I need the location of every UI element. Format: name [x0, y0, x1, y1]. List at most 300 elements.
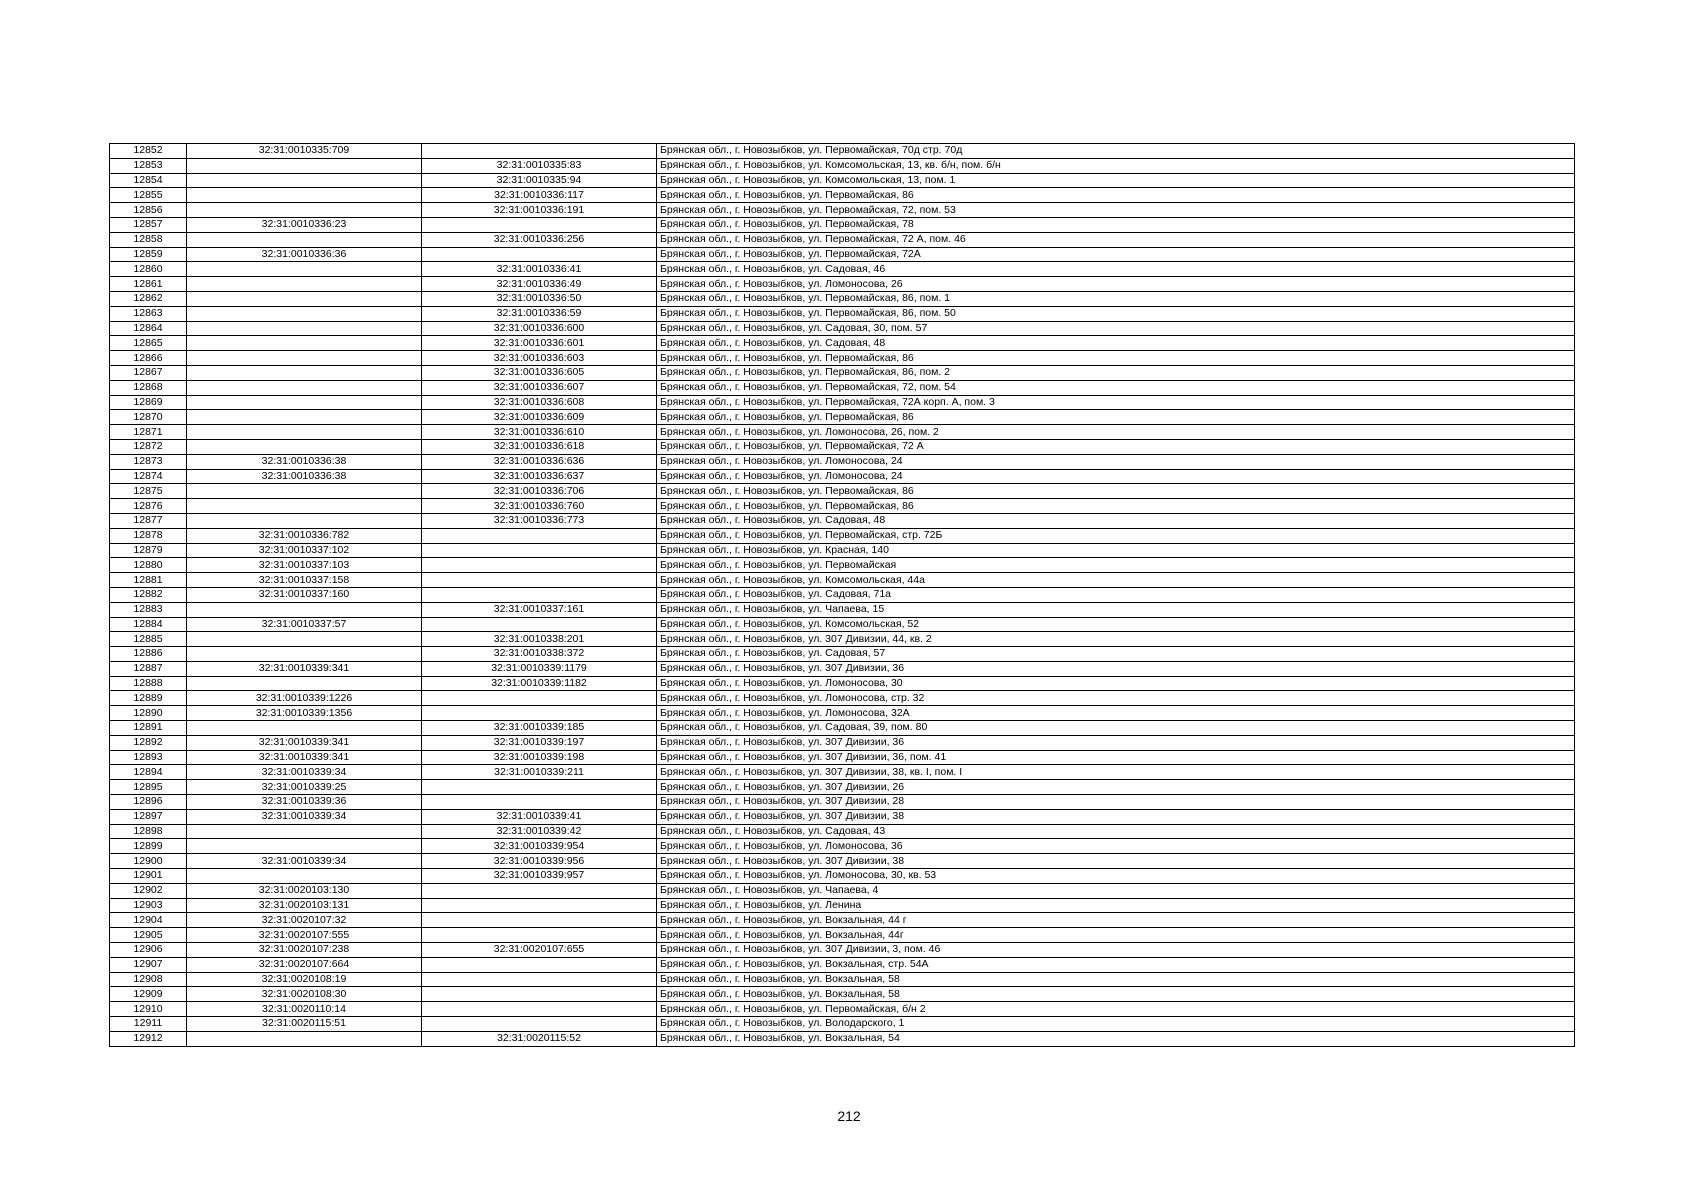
parcel-number-cell: 32:31:0010336:782 — [187, 528, 422, 543]
parcel-number-cell — [187, 602, 422, 617]
row-number-cell: 12861 — [110, 277, 187, 292]
page-number: 212 — [837, 1108, 861, 1124]
parcel-number-cell: 32:31:0020107:238 — [187, 943, 422, 958]
row-number-cell: 12883 — [110, 602, 187, 617]
object-number-cell: 32:31:0010336:605 — [422, 365, 657, 380]
object-number-cell: 32:31:0010339:42 — [422, 824, 657, 839]
table-row — [110, 1017, 1575, 1032]
table-row — [110, 484, 1575, 499]
row-number-cell: 12895 — [110, 780, 187, 795]
parcel-number-cell: 32:31:0010336:38 — [187, 469, 422, 484]
row-number-cell: 12886 — [110, 647, 187, 662]
row-number-cell: 12891 — [110, 721, 187, 736]
table-row — [110, 1002, 1575, 1017]
address-cell: Брянская обл., г. Новозыбков, ул. Первомайская, стр. 72Б — [657, 528, 1575, 543]
address-cell: Брянская обл., г. Новозыбков, ул. Первомайская, 72А корп. А, пом. 3 — [657, 395, 1575, 410]
parcel-number-cell — [187, 232, 422, 247]
address-cell: Брянская обл., г. Новозыбков, ул. Садовая, 57 — [657, 647, 1575, 662]
address-cell: Брянская обл., г. Новозыбков, ул. Первомайская, 86 — [657, 410, 1575, 425]
object-number-cell — [422, 780, 657, 795]
address-cell: Брянская обл., г. Новозыбков, ул. Первомайская, 86 — [657, 499, 1575, 514]
table-row — [110, 647, 1575, 662]
table-row — [110, 839, 1575, 854]
object-number-cell — [422, 898, 657, 913]
table-row — [110, 632, 1575, 647]
address-cell: Брянская обл., г. Новозыбков, ул. 307 Дивизии, 36 — [657, 661, 1575, 676]
object-number-cell: 32:31:0010335:83 — [422, 158, 657, 173]
row-number-cell: 12912 — [110, 1031, 187, 1046]
table-row — [110, 173, 1575, 188]
address-cell: Брянская обл., г. Новозыбков, ул. 307 Дивизии, 38, кв. I, пом. I — [657, 765, 1575, 780]
parcel-number-cell: 32:31:0020108:30 — [187, 987, 422, 1002]
parcel-number-cell — [187, 632, 422, 647]
object-number-cell — [422, 972, 657, 987]
parcel-number-cell: 32:31:0010337:102 — [187, 543, 422, 558]
object-number-cell — [422, 883, 657, 898]
address-cell: Брянская обл., г. Новозыбков, ул. Ломоносова, 30, кв. 53 — [657, 869, 1575, 884]
row-number-cell: 12889 — [110, 691, 187, 706]
parcel-number-cell — [187, 395, 422, 410]
table-row — [110, 395, 1575, 410]
object-number-cell: 32:31:0010339:197 — [422, 735, 657, 750]
object-number-cell: 32:31:0010336:637 — [422, 469, 657, 484]
parcel-number-cell — [187, 380, 422, 395]
address-cell: Брянская обл., г. Новозыбков, ул. 307 Дивизии, 44, кв. 2 — [657, 632, 1575, 647]
table-row — [110, 617, 1575, 632]
parcel-number-cell — [187, 321, 422, 336]
row-number-cell: 12911 — [110, 1017, 187, 1032]
parcel-number-cell — [187, 336, 422, 351]
row-number-cell: 12859 — [110, 247, 187, 262]
address-cell: Брянская обл., г. Новозыбков, ул. Садовая, 30, пом. 57 — [657, 321, 1575, 336]
object-number-cell: 32:31:0020115:52 — [422, 1031, 657, 1046]
row-number-cell: 12890 — [110, 706, 187, 721]
table-row — [110, 262, 1575, 277]
address-cell: Брянская обл., г. Новозыбков, ул. Комсомольская, 13, пом. 1 — [657, 173, 1575, 188]
parcel-number-cell: 32:31:0020103:130 — [187, 883, 422, 898]
table-row — [110, 543, 1575, 558]
object-number-cell: 32:31:0010336:607 — [422, 380, 657, 395]
row-number-cell: 12910 — [110, 1002, 187, 1017]
row-number-cell: 12909 — [110, 987, 187, 1002]
object-number-cell — [422, 1002, 657, 1017]
parcel-number-cell — [187, 188, 422, 203]
object-number-cell: 32:31:0010336:706 — [422, 484, 657, 499]
row-number-cell: 12873 — [110, 454, 187, 469]
table-row — [110, 957, 1575, 972]
table-row — [110, 158, 1575, 173]
address-cell: Брянская обл., г. Новозыбков, ул. Садовая, 48 — [657, 513, 1575, 528]
row-number-cell: 12858 — [110, 232, 187, 247]
address-cell: Брянская обл., г. Новозыбков, ул. Первомайская, 72А — [657, 247, 1575, 262]
parcel-number-cell — [187, 277, 422, 292]
table-row — [110, 321, 1575, 336]
address-cell: Брянская обл., г. Новозыбков, ул. Садовая, 48 — [657, 336, 1575, 351]
object-number-cell — [422, 543, 657, 558]
parcel-number-cell: 32:31:0020110:14 — [187, 1002, 422, 1017]
row-number-cell: 12870 — [110, 410, 187, 425]
object-number-cell: 32:31:0010336:117 — [422, 188, 657, 203]
address-cell: Брянская обл., г. Новозыбков, ул. 307 Дивизии, 36 — [657, 735, 1575, 750]
row-number-cell: 12887 — [110, 661, 187, 676]
table-row — [110, 765, 1575, 780]
object-number-cell: 32:31:0010336:600 — [422, 321, 657, 336]
table-row — [110, 721, 1575, 736]
table-row — [110, 780, 1575, 795]
parcel-number-cell — [187, 513, 422, 528]
parcel-number-cell: 32:31:0020108:19 — [187, 972, 422, 987]
address-cell: Брянская обл., г. Новозыбков, ул. Вокзальная, 58 — [657, 972, 1575, 987]
address-cell: Брянская обл., г. Новозыбков, ул. Первомайская, б/н 2 — [657, 1002, 1575, 1017]
address-cell: Брянская обл., г. Новозыбков, ул. Чапаева, 15 — [657, 602, 1575, 617]
table-row — [110, 883, 1575, 898]
address-cell: Брянская обл., г. Новозыбков, ул. Вокзальная, стр. 54А — [657, 957, 1575, 972]
row-number-cell: 12899 — [110, 839, 187, 854]
object-number-cell — [422, 144, 657, 159]
row-number-cell: 12875 — [110, 484, 187, 499]
table-row — [110, 365, 1575, 380]
row-number-cell: 12866 — [110, 351, 187, 366]
row-number-cell: 12905 — [110, 928, 187, 943]
address-cell: Брянская обл., г. Новозыбков, ул. Первомайская, 86, пом. 50 — [657, 306, 1575, 321]
parcel-number-cell — [187, 499, 422, 514]
address-cell: Брянская обл., г. Новозыбков, ул. Ломоносова, 26, пом. 2 — [657, 425, 1575, 440]
row-number-cell: 12865 — [110, 336, 187, 351]
row-number-cell: 12881 — [110, 573, 187, 588]
address-cell: Брянская обл., г. Новозыбков, ул. 307 Дивизии, 28 — [657, 795, 1575, 810]
parcel-number-cell: 32:31:0010339:341 — [187, 735, 422, 750]
parcel-number-cell: 32:31:0020107:32 — [187, 913, 422, 928]
address-cell: Брянская обл., г. Новозыбков, ул. 307 Дивизии, 26 — [657, 780, 1575, 795]
object-number-cell: 32:31:0010336:49 — [422, 277, 657, 292]
address-cell: Брянская обл., г. Новозыбков, ул. 307 Дивизии, 36, пом. 41 — [657, 750, 1575, 765]
object-number-cell — [422, 691, 657, 706]
table-row — [110, 558, 1575, 573]
object-number-cell: 32:31:0010336:636 — [422, 454, 657, 469]
object-number-cell — [422, 957, 657, 972]
table-row — [110, 454, 1575, 469]
object-number-cell: 32:31:0010339:41 — [422, 809, 657, 824]
object-number-cell: 32:31:0010336:610 — [422, 425, 657, 440]
address-cell: Брянская обл., г. Новозыбков, ул. Первомайская, 72 А, пом. 46 — [657, 232, 1575, 247]
row-number-cell: 12868 — [110, 380, 187, 395]
parcel-number-cell: 32:31:0010337:158 — [187, 573, 422, 588]
parcel-number-cell: 32:31:0010336:23 — [187, 217, 422, 232]
row-number-cell: 12862 — [110, 291, 187, 306]
row-number-cell: 12884 — [110, 617, 187, 632]
object-number-cell: 32:31:0010336:773 — [422, 513, 657, 528]
parcel-number-cell: 32:31:0010339:34 — [187, 854, 422, 869]
parcel-number-cell: 32:31:0020107:664 — [187, 957, 422, 972]
address-cell: Брянская обл., г. Новозыбков, ул. Чапаева, 4 — [657, 883, 1575, 898]
parcel-number-cell — [187, 262, 422, 277]
parcel-number-cell — [187, 425, 422, 440]
address-cell: Брянская обл., г. Новозыбков, ул. Вокзальная, 44г — [657, 928, 1575, 943]
parcel-number-cell: 32:31:0010336:36 — [187, 247, 422, 262]
object-number-cell — [422, 573, 657, 588]
address-cell: Брянская обл., г. Новозыбков, ул. Первомайская, 86 — [657, 484, 1575, 499]
parcel-number-cell — [187, 1031, 422, 1046]
address-cell: Брянская обл., г. Новозыбков, ул. 307 Дивизии, 38 — [657, 854, 1575, 869]
object-number-cell: 32:31:0010336:601 — [422, 336, 657, 351]
address-cell: Брянская обл., г. Новозыбков, ул. Садовая, 71а — [657, 587, 1575, 602]
parcel-number-cell: 32:31:0010337:160 — [187, 587, 422, 602]
parcel-number-cell: 32:31:0020103:131 — [187, 898, 422, 913]
object-number-cell: 32:31:0010339:1179 — [422, 661, 657, 676]
address-cell: Брянская обл., г. Новозыбков, ул. Первомайская, 86 — [657, 188, 1575, 203]
parcel-number-cell: 32:31:0010339:34 — [187, 765, 422, 780]
table-row — [110, 573, 1575, 588]
table-row — [110, 203, 1575, 218]
object-number-cell: 32:31:0010336:59 — [422, 306, 657, 321]
table-row — [110, 602, 1575, 617]
address-cell: Брянская обл., г. Новозыбков, ул. Первомайская, 86 — [657, 351, 1575, 366]
parcel-number-cell — [187, 839, 422, 854]
table-row — [110, 735, 1575, 750]
table-row — [110, 380, 1575, 395]
table-row — [110, 247, 1575, 262]
parcel-number-cell: 32:31:0010339:36 — [187, 795, 422, 810]
object-number-cell: 32:31:0010339:185 — [422, 721, 657, 736]
parcel-number-cell: 32:31:0010335:709 — [187, 144, 422, 159]
parcel-number-cell — [187, 439, 422, 454]
table-row — [110, 232, 1575, 247]
row-number-cell: 12902 — [110, 883, 187, 898]
table-row — [110, 410, 1575, 425]
address-cell: Брянская обл., г. Новозыбков, ул. Ломоносова, 24 — [657, 454, 1575, 469]
parcel-number-cell — [187, 647, 422, 662]
table-row — [110, 691, 1575, 706]
table-row — [110, 351, 1575, 366]
row-number-cell: 12857 — [110, 217, 187, 232]
object-number-cell — [422, 706, 657, 721]
object-number-cell: 32:31:0010336:608 — [422, 395, 657, 410]
table-row — [110, 913, 1575, 928]
address-cell: Брянская обл., г. Новозыбков, ул. Володарского, 1 — [657, 1017, 1575, 1032]
object-number-cell: 32:31:0010336:603 — [422, 351, 657, 366]
row-number-cell: 12879 — [110, 543, 187, 558]
object-number-cell: 32:31:0010338:201 — [422, 632, 657, 647]
address-cell: Брянская обл., г. Новозыбков, ул. Первомайская — [657, 558, 1575, 573]
parcel-number-cell: 32:31:0010339:1226 — [187, 691, 422, 706]
object-number-cell — [422, 928, 657, 943]
table-row — [110, 425, 1575, 440]
address-cell: Брянская обл., г. Новозыбков, ул. Первомайская, 86, пом. 1 — [657, 291, 1575, 306]
parcel-number-cell: 32:31:0020107:555 — [187, 928, 422, 943]
table-row — [110, 943, 1575, 958]
address-cell: Брянская обл., г. Новозыбков, ул. Первомайская, 72, пом. 53 — [657, 203, 1575, 218]
row-number-cell: 12882 — [110, 587, 187, 602]
object-number-cell: 32:31:0010339:956 — [422, 854, 657, 869]
row-number-cell: 12856 — [110, 203, 187, 218]
row-number-cell: 12864 — [110, 321, 187, 336]
parcel-number-cell — [187, 306, 422, 321]
row-number-cell: 12867 — [110, 365, 187, 380]
row-number-cell: 12878 — [110, 528, 187, 543]
object-number-cell: 32:31:0010336:256 — [422, 232, 657, 247]
row-number-cell: 12863 — [110, 306, 187, 321]
table-row — [110, 336, 1575, 351]
row-number-cell: 12874 — [110, 469, 187, 484]
address-cell: Брянская обл., г. Новозыбков, ул. 307 Дивизии, 3, пом. 46 — [657, 943, 1575, 958]
row-number-cell: 12855 — [110, 188, 187, 203]
table-row — [110, 869, 1575, 884]
table-row — [110, 676, 1575, 691]
table-row — [110, 277, 1575, 292]
address-cell: Брянская обл., г. Новозыбков, ул. Ленина — [657, 898, 1575, 913]
object-number-cell: 32:31:0010338:372 — [422, 647, 657, 662]
row-number-cell: 12900 — [110, 854, 187, 869]
row-number-cell: 12904 — [110, 913, 187, 928]
object-number-cell: 32:31:0010337:161 — [422, 602, 657, 617]
table-row — [110, 513, 1575, 528]
address-cell: Брянская обл., г. Новозыбков, ул. 307 Дивизии, 38 — [657, 809, 1575, 824]
row-number-cell: 12903 — [110, 898, 187, 913]
table-row — [110, 587, 1575, 602]
parcel-number-cell: 32:31:0010339:341 — [187, 750, 422, 765]
parcel-number-cell — [187, 158, 422, 173]
row-number-cell: 12876 — [110, 499, 187, 514]
row-number-cell: 12893 — [110, 750, 187, 765]
row-number-cell: 12896 — [110, 795, 187, 810]
table-row — [110, 144, 1575, 159]
row-number-cell: 12869 — [110, 395, 187, 410]
table-row — [110, 528, 1575, 543]
object-number-cell: 32:31:0010339:957 — [422, 869, 657, 884]
object-number-cell — [422, 247, 657, 262]
object-number-cell — [422, 913, 657, 928]
object-number-cell: 32:31:0010336:760 — [422, 499, 657, 514]
table-row — [110, 291, 1575, 306]
object-number-cell — [422, 528, 657, 543]
object-number-cell: 32:31:0010336:609 — [422, 410, 657, 425]
data-table — [109, 143, 1575, 1047]
row-number-cell: 12907 — [110, 957, 187, 972]
row-number-cell: 12901 — [110, 869, 187, 884]
parcel-number-cell — [187, 351, 422, 366]
row-number-cell: 12897 — [110, 809, 187, 824]
object-number-cell: 32:31:0010339:954 — [422, 839, 657, 854]
address-cell: Брянская обл., г. Новозыбков, ул. Ломоносова, 30 — [657, 676, 1575, 691]
parcel-number-cell — [187, 869, 422, 884]
parcel-number-cell — [187, 203, 422, 218]
object-number-cell: 32:31:0010339:198 — [422, 750, 657, 765]
table-row — [110, 469, 1575, 484]
address-cell: Брянская обл., г. Новозыбков, ул. Ломоносова, 26 — [657, 277, 1575, 292]
parcel-number-cell — [187, 824, 422, 839]
table-row — [110, 1031, 1575, 1046]
address-cell: Брянская обл., г. Новозыбков, ул. Вокзальная, 58 — [657, 987, 1575, 1002]
object-number-cell — [422, 587, 657, 602]
table-row — [110, 795, 1575, 810]
row-number-cell: 12908 — [110, 972, 187, 987]
row-number-cell: 12871 — [110, 425, 187, 440]
table-row — [110, 809, 1575, 824]
row-number-cell: 12880 — [110, 558, 187, 573]
address-cell: Брянская обл., г. Новозыбков, ул. Комсомольская, 13, кв. б/н, пом. б/н — [657, 158, 1575, 173]
row-number-cell: 12853 — [110, 158, 187, 173]
table-row — [110, 499, 1575, 514]
object-number-cell: 32:31:0010336:50 — [422, 291, 657, 306]
row-number-cell: 12892 — [110, 735, 187, 750]
address-cell: Брянская обл., г. Новозыбков, ул. Садовая, 46 — [657, 262, 1575, 277]
row-number-cell: 12888 — [110, 676, 187, 691]
parcel-number-cell: 32:31:0010339:1356 — [187, 706, 422, 721]
table-row — [110, 987, 1575, 1002]
object-number-cell — [422, 217, 657, 232]
address-cell: Брянская обл., г. Новозыбков, ул. Садовая, 39, пом. 80 — [657, 721, 1575, 736]
table-row — [110, 750, 1575, 765]
object-number-cell: 32:31:0020107:655 — [422, 943, 657, 958]
object-number-cell: 32:31:0010339:211 — [422, 765, 657, 780]
row-number-cell: 12898 — [110, 824, 187, 839]
table-row — [110, 217, 1575, 232]
table-row — [110, 928, 1575, 943]
table-row — [110, 439, 1575, 454]
table-body — [110, 144, 1575, 1047]
table-row — [110, 824, 1575, 839]
parcel-number-cell — [187, 365, 422, 380]
address-cell: Брянская обл., г. Новозыбков, ул. Первомайская, 72 А — [657, 439, 1575, 454]
address-cell: Брянская обл., г. Новозыбков, ул. Вокзальная, 44 г — [657, 913, 1575, 928]
row-number-cell: 12894 — [110, 765, 187, 780]
address-cell: Брянская обл., г. Новозыбков, ул. Комсомольская, 52 — [657, 617, 1575, 632]
table-row — [110, 188, 1575, 203]
object-number-cell — [422, 558, 657, 573]
parcel-number-cell — [187, 410, 422, 425]
row-number-cell: 12872 — [110, 439, 187, 454]
address-cell: Брянская обл., г. Новозыбков, ул. Вокзальная, 54 — [657, 1031, 1575, 1046]
address-cell: Брянская обл., г. Новозыбков, ул. Ломоносова, 24 — [657, 469, 1575, 484]
parcel-number-cell — [187, 173, 422, 188]
parcel-number-cell — [187, 721, 422, 736]
parcel-number-cell: 32:31:0020115:51 — [187, 1017, 422, 1032]
table-row — [110, 898, 1575, 913]
table-row — [110, 972, 1575, 987]
object-number-cell: 32:31:0010339:1182 — [422, 676, 657, 691]
object-number-cell: 32:31:0010336:41 — [422, 262, 657, 277]
address-cell: Брянская обл., г. Новозыбков, ул. Ломоносова, 36 — [657, 839, 1575, 854]
table-row — [110, 306, 1575, 321]
parcel-number-cell — [187, 484, 422, 499]
address-cell: Брянская обл., г. Новозыбков, ул. Первомайская, 86, пом. 2 — [657, 365, 1575, 380]
object-number-cell: 32:31:0010335:94 — [422, 173, 657, 188]
table-row — [110, 661, 1575, 676]
parcel-number-cell — [187, 676, 422, 691]
object-number-cell — [422, 1017, 657, 1032]
object-number-cell — [422, 987, 657, 1002]
table-row — [110, 854, 1575, 869]
row-number-cell: 12877 — [110, 513, 187, 528]
parcel-number-cell: 32:31:0010337:57 — [187, 617, 422, 632]
parcel-number-cell: 32:31:0010339:25 — [187, 780, 422, 795]
row-number-cell: 12854 — [110, 173, 187, 188]
address-cell: Брянская обл., г. Новозыбков, ул. Садовая, 43 — [657, 824, 1575, 839]
row-number-cell: 12906 — [110, 943, 187, 958]
table-row — [110, 706, 1575, 721]
address-cell: Брянская обл., г. Новозыбков, ул. Ломоносова, стр. 32 — [657, 691, 1575, 706]
address-cell: Брянская обл., г. Новозыбков, ул. Первомайская, 72, пом. 54 — [657, 380, 1575, 395]
address-cell: Брянская обл., г. Новозыбков, ул. Первомайская, 78 — [657, 217, 1575, 232]
object-number-cell: 32:31:0010336:618 — [422, 439, 657, 454]
row-number-cell: 12885 — [110, 632, 187, 647]
address-cell: Брянская обл., г. Новозыбков, ул. Красная, 140 — [657, 543, 1575, 558]
object-number-cell — [422, 795, 657, 810]
parcel-number-cell: 32:31:0010339:34 — [187, 809, 422, 824]
object-number-cell: 32:31:0010336:191 — [422, 203, 657, 218]
object-number-cell — [422, 617, 657, 632]
row-number-cell: 12860 — [110, 262, 187, 277]
